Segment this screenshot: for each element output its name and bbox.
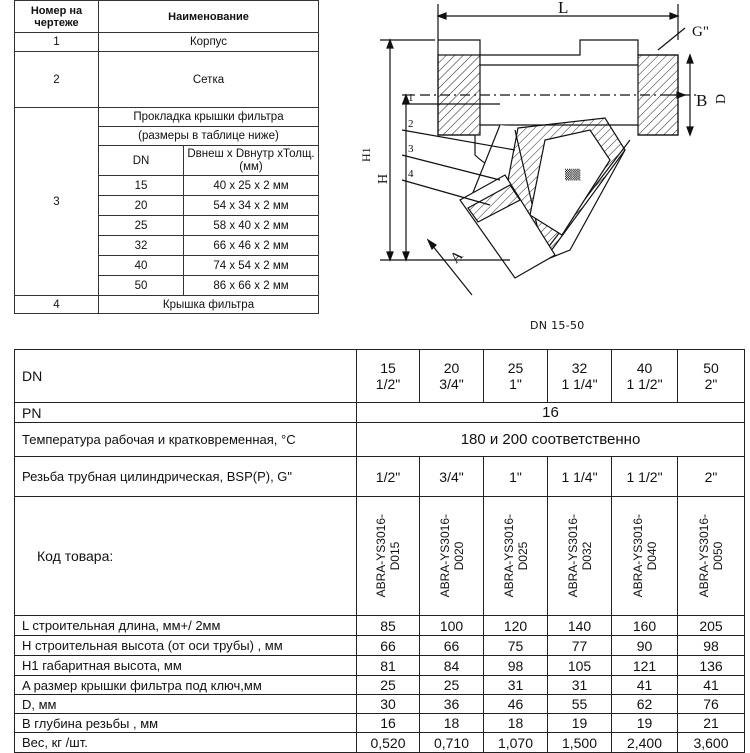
thread-value: 2" [678,457,745,497]
spec-row-value: 19 [548,714,612,733]
part-no-3: 3 [15,108,99,296]
header-part-number: Номер на чертеже [15,1,99,33]
spec-row-value: 66 [420,636,484,656]
product-code-suffix: D040 [644,541,659,571]
spec-row-value: 46 [484,695,548,714]
spec-row-value: 66 [357,636,420,656]
part-name-3: Прокладка крышки фильтра [99,108,318,127]
spec-row-label: D, мм [15,695,357,714]
product-code-prefix: ABRA-YS3016- [697,514,711,598]
dn-value: 15 [380,360,396,376]
spec-row-value: 98 [678,636,745,656]
row-pn [15,403,745,423]
spec-row [15,714,745,733]
spec-row-value: 19 [612,714,678,733]
gasket-dn: 20 [99,196,184,216]
spec-row-value: 2,400 [612,733,678,753]
spec-row-value: 1,070 [484,733,548,753]
spec-row-value: 76 [678,695,745,714]
row-dn [15,350,745,403]
spec-row-label: L строительная длина, мм+/ 2мм [15,616,357,636]
part-no-2: 2 [15,52,99,108]
spec-row-value: 205 [678,616,745,636]
dn-cell [678,350,745,403]
label-H1: H1 [359,147,373,162]
label-D: D [714,93,729,104]
callout-3: 3 [408,143,414,155]
header-part-name: Наименование [99,1,319,33]
gasket-dims: 54 x 34 x 2 мм [184,196,319,216]
gasket-dn: 25 [99,216,184,236]
spec-row-value: 1,500 [548,733,612,753]
product-code-prefix: ABRA-YS3016- [374,514,388,598]
spec-row-value: 36 [420,695,484,714]
temperature-label: Температура рабочая и кратковременная, °С [15,423,357,457]
product-code-prefix: ABRA-YS3016- [501,514,516,598]
spec-row-value: 120 [484,616,548,636]
product-code-cell [484,497,548,616]
dn-inch: 3/4" [439,376,464,392]
part-no-4: 4 [15,296,99,314]
label-L: L [558,0,569,17]
spec-row-value: 98 [484,656,548,676]
product-code-cell [678,497,745,616]
gasket-dims: 66 x 46 x 2 мм [184,236,319,256]
dn-cell [484,350,548,403]
spec-row-value: 0,520 [357,733,420,753]
spec-row-value: 31 [484,676,548,695]
product-code-suffix: D050 [711,541,725,571]
spec-row [15,616,745,636]
gasket-note: (размеры в таблице ниже) [99,127,318,146]
spec-row [15,676,745,695]
gasket-dn: 40 [99,256,184,276]
spec-row-value: 41 [678,676,745,695]
spec-row-label: H строительная высота (от оси трубы) , мм [15,636,357,656]
spec-row [15,636,745,656]
dn-cell [548,350,612,403]
dn-inch: 1/2" [375,376,401,392]
spec-row-value: 77 [548,636,612,656]
spec-table [14,349,745,753]
thread-label: Резьба трубная цилиндрическая, BSP(P), G" [15,457,357,497]
spec-row-value: 85 [357,616,420,636]
spec-row-value: 16 [357,714,420,733]
spec-row-value: 105 [548,656,612,676]
gasket-col-dims: Dвнеш x Dвнутр xТолщ. (мм) [184,146,319,176]
product-code-suffix: D025 [515,541,530,571]
thread-value: 1 1/2" [612,457,678,497]
product-code-prefix: ABRA-YS3016- [565,514,580,598]
spec-row-value: 100 [420,616,484,636]
spec-row-value: 55 [548,695,612,714]
gasket-dims: 58 x 40 x 2 мм [184,216,319,236]
dn-inch: 1" [509,376,522,392]
label-A: A [447,247,467,267]
thread-value: 1/2" [357,457,420,497]
product-code-prefix: ABRA-YS3016- [437,514,452,598]
callout-1: 1 [408,92,414,104]
dn-inch: 2" [704,376,718,392]
part-name-2: Сетка [99,52,319,108]
spec-row-value: 41 [612,676,678,695]
spec-row-value: 0,710 [420,733,484,753]
dn-value: 32 [571,360,588,376]
spec-row-value: 81 [357,656,420,676]
gasket-dims: 86 x 66 x 2 мм [184,276,319,296]
spec-row-label: B глубина резьбы , мм [15,714,357,733]
strainer-drawing [340,0,750,320]
gasket-table [99,108,318,295]
spec-row-value: 75 [484,636,548,656]
pn-label: PN [15,403,357,423]
row-temperature [15,423,745,457]
product-code-cell [548,497,612,616]
dn-cell [357,350,420,403]
gasket-dims: 40 x 25 x 2 мм [184,176,319,196]
pn-value: 16 [357,403,745,423]
gasket-dims: 74 x 54 x 2 мм [184,256,319,276]
dn-inch: 1 1/2" [626,376,663,392]
product-code-cell [357,497,420,616]
product-code-suffix: D032 [579,541,594,571]
product-code-cell [420,497,484,616]
callout-4: 4 [408,168,414,180]
drawing-lines [380,4,700,295]
gasket-dn: 32 [99,236,184,256]
spec-row-value: 18 [420,714,484,733]
spec-row-label: A размер крышки фильтра под ключ,мм [15,676,357,695]
dn-value: 20 [443,360,460,376]
part-cell-3 [99,108,319,296]
gasket-dn: 15 [99,176,184,196]
spec-row-value: 140 [548,616,612,636]
callout-2: 2 [408,118,414,130]
row-thread [15,457,745,497]
dn-value: 25 [507,360,524,376]
dn-label: DN [15,350,357,403]
thread-value: 1 1/4" [548,457,612,497]
thread-value: 3/4" [420,457,484,497]
row-product-code [15,497,745,616]
spec-row-value: 21 [678,714,745,733]
product-code-prefix: ABRA-YS3016- [630,514,645,598]
product-code-label: Код товара: [15,497,357,616]
spec-row-value: 62 [612,695,678,714]
spec-row-value: 3,600 [678,733,745,753]
drawing-caption: DN 15-50 [530,319,585,332]
spec-row-value: 160 [612,616,678,636]
spec-row-value: 84 [420,656,484,676]
spec-row-label: Вес, кг /шт. [15,733,357,753]
dn-value: 40 [636,360,653,376]
spec-row [15,695,745,714]
dn-cell [420,350,484,403]
svg-text:▒▒: ▒▒ [565,170,581,181]
spec-row-label: H1 габаритная высота, мм [15,656,357,676]
spec-row-value: 90 [612,636,678,656]
parts-table [14,0,319,314]
label-G: G" [692,24,709,40]
dn-cell [612,350,678,403]
product-code-suffix: D020 [451,541,466,571]
spec-row-value: 25 [357,676,420,695]
spec-row-value: 121 [612,656,678,676]
product-code-cell [612,497,678,616]
spec-row [15,656,745,676]
thread-value: 1" [484,457,548,497]
part-name-4: Крышка фильтра [99,296,319,314]
dimension-rows [15,616,745,753]
gasket-dn: 50 [99,276,184,296]
temperature-value: 180 и 200 соответственно [357,423,745,457]
spec-row-value: 31 [548,676,612,695]
part-name-1: Корпус [99,33,319,52]
dn-value: 50 [703,360,719,376]
spec-row-value: 18 [484,714,548,733]
product-code-suffix: D015 [388,541,402,571]
label-H: H [376,173,391,184]
part-no-1: 1 [15,33,99,52]
gasket-col-dn: DN [99,146,184,176]
label-B: B [696,91,708,110]
spec-row-value: 30 [357,695,420,714]
spec-row-value: 25 [420,676,484,695]
dn-inch: 1 1/4" [561,376,598,392]
spec-row-value: 136 [678,656,745,676]
